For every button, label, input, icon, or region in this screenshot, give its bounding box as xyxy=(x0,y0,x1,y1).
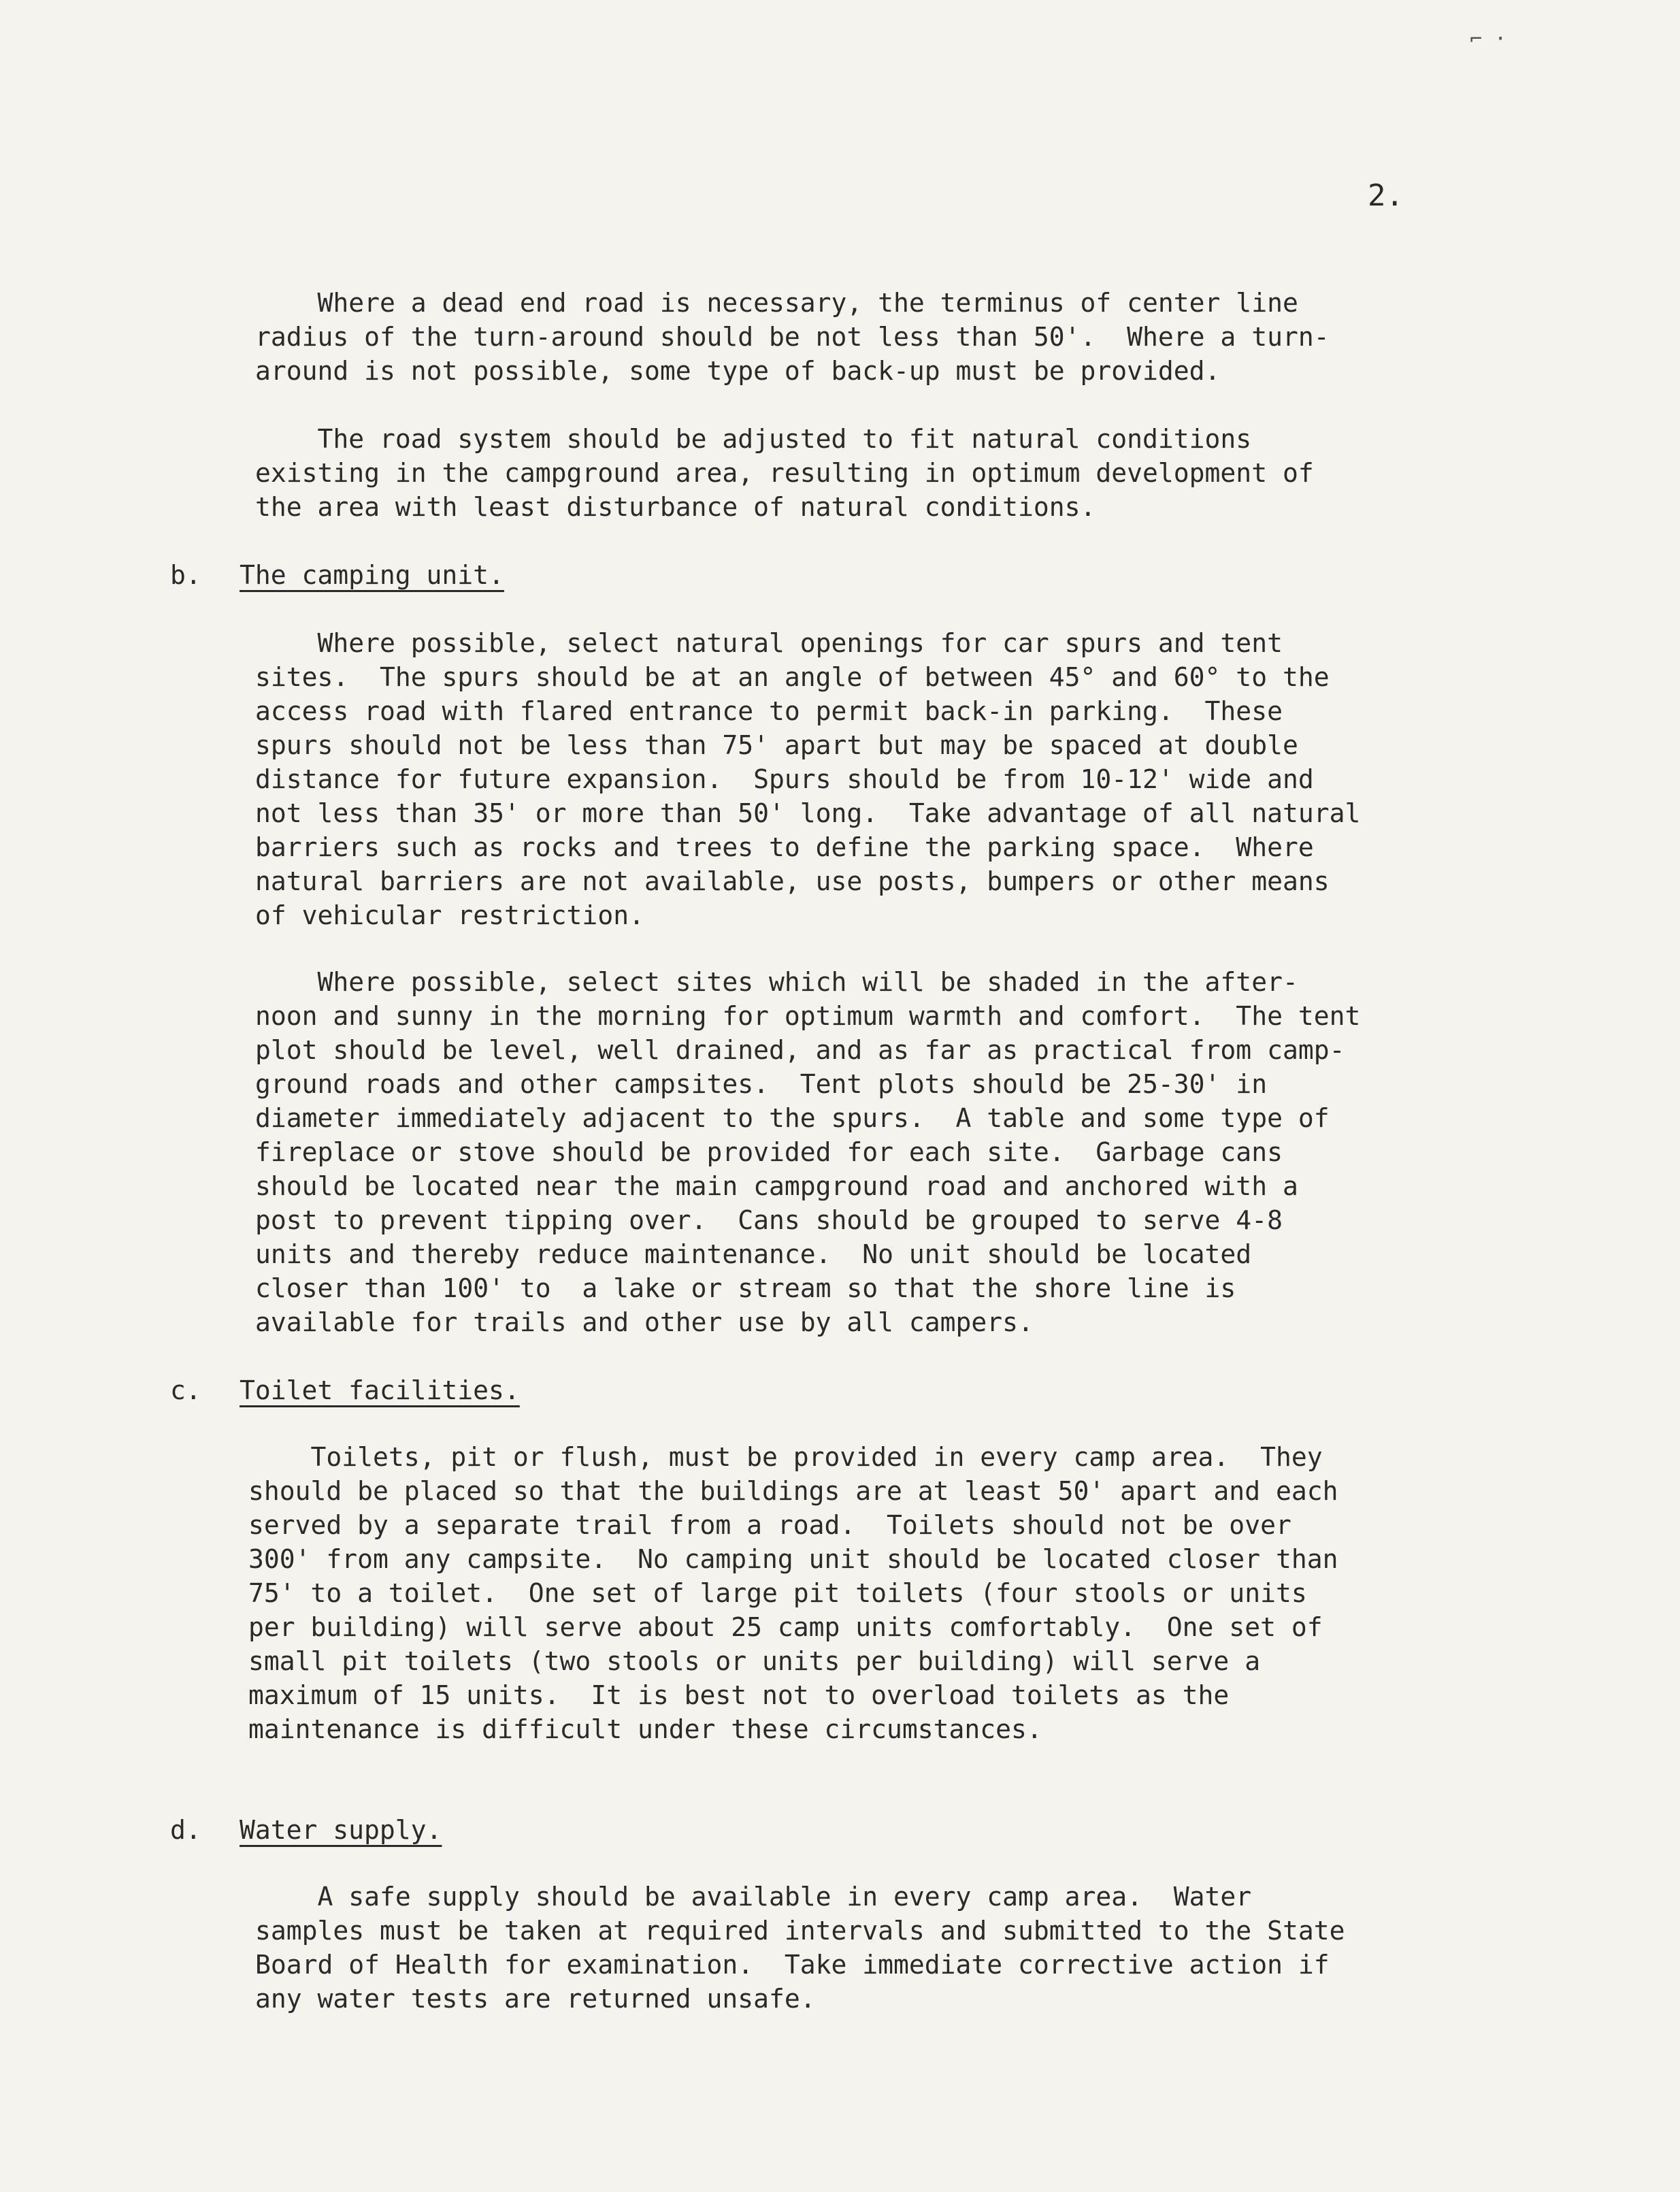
section-title: The camping unit. xyxy=(240,560,504,590)
text-line: The road system should be adjusted to fit natural conditions xyxy=(255,424,1252,454)
text-line: radius of the turn-around should be not less than 50'. Where a turn- xyxy=(255,322,1330,352)
text-line: ground roads and other campsites. Tent plots should be 25-30' in xyxy=(255,1069,1268,1099)
text-line: 300' from any campsite. No camping unit should be located closer than xyxy=(248,1544,1338,1574)
text-line: Where possible, select sites which will be shaded in the after- xyxy=(255,967,1298,997)
text-line: noon and sunny in the morning for optimum warmth and comfort. The tent xyxy=(255,1001,1361,1031)
text-line: not less than 35' or more than 50' long. Take advantage of all natural xyxy=(255,798,1361,828)
text-line: Where a dead end road is necessary, the terminus of center line xyxy=(255,288,1298,318)
text-line: units and thereby reduce maintenance. No unit should be located xyxy=(255,1239,1252,1269)
text-line: access road with flared entrance to permit back-in parking. These xyxy=(255,696,1283,726)
section-letter: d. xyxy=(170,1815,201,1845)
text-line: should be located near the main campground road and anchored with a xyxy=(255,1171,1298,1201)
text-line: any water tests are returned unsafe. xyxy=(255,1984,816,2014)
text-line: closer than 100' to a lake or stream so that the shore line is xyxy=(255,1273,1236,1303)
text-line: natural barriers are not available, use posts, bumpers or other means xyxy=(255,866,1330,896)
section-title: Toilet facilities. xyxy=(240,1375,520,1405)
text-line: small pit toilets (two stools or units per building) will serve a xyxy=(248,1646,1261,1676)
text-line: Where possible, select natural openings for car spurs and tent xyxy=(255,628,1283,658)
page-number: 2. xyxy=(1368,178,1404,213)
corner-mark: ⌐ · xyxy=(1470,27,1507,51)
text-line: existing in the campground area, resulting in optimum development of xyxy=(255,458,1314,488)
text-line: post to prevent tipping over. Cans should be grouped to serve 4-8 xyxy=(255,1205,1283,1235)
text-line: samples must be taken at required intervals and submitted to the State xyxy=(255,1916,1345,1946)
text-line: of vehicular restriction. xyxy=(255,900,644,930)
text-line: barriers such as rocks and trees to define the parking space. Where xyxy=(255,832,1314,862)
text-line: A safe supply should be available in every camp area. Water xyxy=(255,1882,1252,1912)
text-line: the area with least disturbance of natural conditions. xyxy=(255,492,1096,522)
text-line: diameter immediately adjacent to the spurs. A table and some type of xyxy=(255,1103,1330,1133)
section-letter: c. xyxy=(170,1375,201,1405)
section-letter: b. xyxy=(170,560,201,590)
text-line: spurs should not be less than 75' apart but may be spaced at double xyxy=(255,730,1298,760)
text-line: available for trails and other use by all campers. xyxy=(255,1307,1034,1337)
text-line: per building) will serve about 25 camp units comfortably. One set of xyxy=(248,1612,1323,1642)
text-line: Board of Health for examination. Take immediate corrective action if xyxy=(255,1950,1330,1980)
text-line: Toilets, pit or flush, must be provided in every camp area. They xyxy=(248,1442,1323,1472)
text-line: around is not possible, some type of back-up must be provided. xyxy=(255,356,1221,386)
text-line: distance for future expansion. Spurs should be from 10-12' wide and xyxy=(255,764,1314,794)
text-line: sites. The spurs should be at an angle of between 45° and 60° to the xyxy=(255,662,1330,692)
text-line: maximum of 15 units. It is best not to overload toilets as the xyxy=(248,1680,1230,1710)
section-title: Water supply. xyxy=(240,1815,442,1845)
text-line: maintenance is difficult under these circumstances. xyxy=(248,1714,1042,1744)
text-line: plot should be level, well drained, and as far as practical from camp- xyxy=(255,1035,1345,1065)
text-line: should be placed so that the buildings are at least 50' apart and each xyxy=(248,1476,1338,1506)
text-line: fireplace or stove should be provided for each site. Garbage cans xyxy=(255,1137,1283,1167)
text-line: served by a separate trail from a road. Toilets should not be over xyxy=(248,1510,1291,1540)
text-line: 75' to a toilet. One set of large pit toilets (four stools or units xyxy=(248,1578,1307,1608)
